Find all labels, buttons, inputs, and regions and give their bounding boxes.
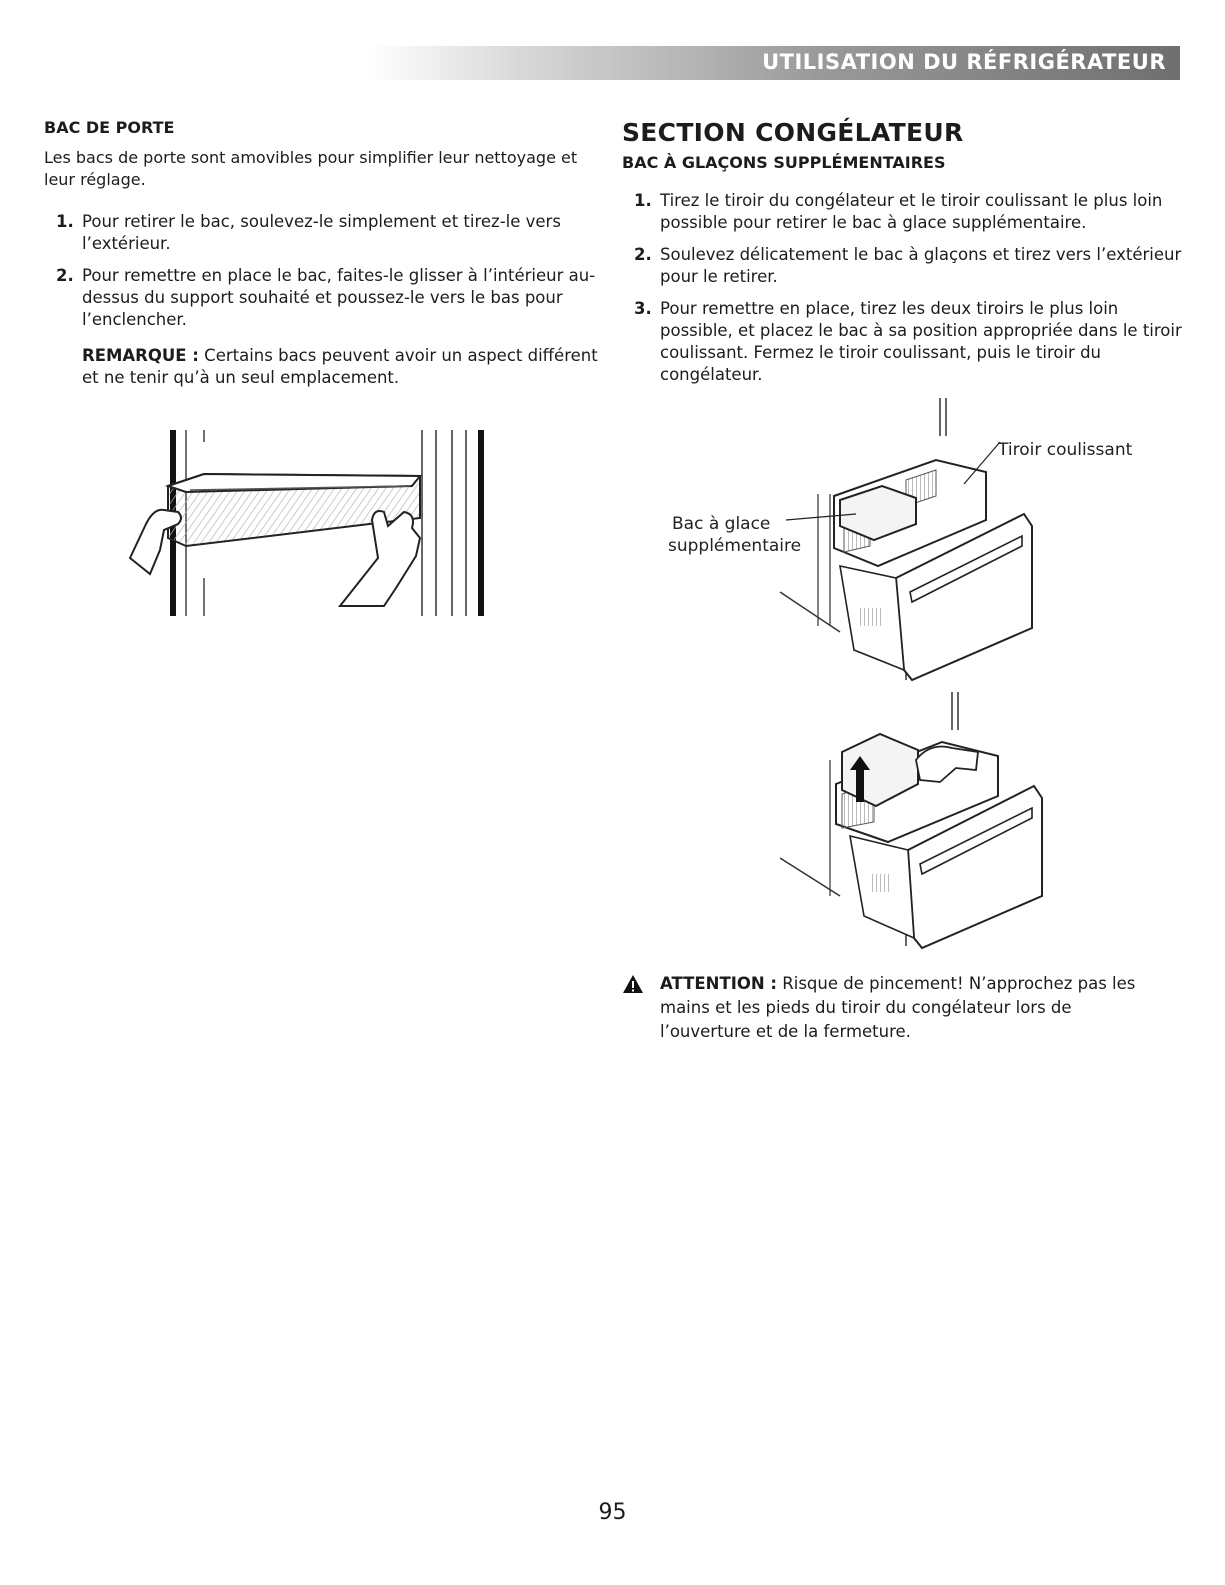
- right-column: [622, 118, 1182, 396]
- drawer-grill: [870, 874, 892, 892]
- attention-note: [622, 972, 1162, 1044]
- door-frame-right: [478, 430, 484, 616]
- door-bin-illustration: [120, 428, 510, 624]
- list-item: [622, 244, 1182, 288]
- ice-bin-heading: BAC À GLAÇONS SUPPLÉMENTAIRES: [622, 153, 946, 172]
- step-text: Pour remettre en place le bac, faites-le glisser à l’intérieur au-dessus du support souhaité et poussez-le vers le bas pour l’enclencher.: [82, 266, 596, 329]
- step-number: 3.: [634, 299, 652, 318]
- step-number: 2.: [56, 266, 74, 285]
- cabinet-line: [780, 858, 840, 896]
- door-bin-intro: Les bacs de porte sont amovibles pour simplifier leur nettoyage et leur réglage.: [44, 148, 578, 189]
- list-item: [622, 190, 1182, 234]
- attention-keyword: ATTENTION :: [660, 974, 778, 993]
- door-bin-steps: [44, 211, 604, 331]
- attention-text: Risque de pincement! N’approchez pas les mains et les pieds du tiroir du congélateur lors de l’ouverture et de la fermeture.: [660, 974, 1136, 1041]
- remark-note: [82, 345, 604, 389]
- lift-ice-bin-illustration: [780, 690, 1060, 952]
- left-column: [44, 118, 604, 389]
- list-item: [44, 265, 604, 331]
- header-bar: [370, 46, 1180, 80]
- step-number: 1.: [634, 191, 652, 210]
- step-text: Tirez le tiroir du congélateur et le tiroir coulissant le plus loin possible pour retirer le bac à glace supplémentaire.: [660, 191, 1163, 232]
- attention-body: [660, 972, 1162, 1044]
- page-number: 95: [598, 1500, 627, 1525]
- remark-keyword: REMARQUE :: [82, 346, 199, 365]
- step-text: Soulevez délicatement le bac à glaçons et tirez vers l’extérieur pour le retirer.: [660, 245, 1182, 286]
- section-title: SECTION CONGÉLATEUR: [622, 118, 964, 147]
- ice-bin-steps: [622, 190, 1182, 386]
- callout-extra-ice-bin-line1: Bac à glace: [672, 514, 771, 534]
- list-item: [622, 298, 1182, 386]
- drawer-grill: [858, 608, 882, 626]
- header-title: UTILISATION DU RÉFRIGÉRATEUR: [762, 50, 1166, 74]
- callout-extra-ice-bin-line2: supplémentaire: [668, 536, 802, 556]
- step-text: Pour remettre en place, tirez les deux tiroirs le plus loin possible, et placez le bac à sa position appropriée dans le tiroir coulissant. Fermez le tiroir coulissant, puis le tiroir du congélateur.: [660, 299, 1182, 384]
- warning-icon: [622, 974, 644, 994]
- cabinet-line: [780, 592, 840, 632]
- callout-sliding-drawer: Tiroir coulissant: [998, 440, 1133, 460]
- list-item: [44, 211, 604, 255]
- remark-text: Certains bacs peuvent avoir un aspect différent et ne tenir qu’à un seul emplacement.: [82, 346, 598, 387]
- step-number: 2.: [634, 245, 652, 264]
- step-text: Pour retirer le bac, soulevez-le simplement et tirez-le vers l’extérieur.: [82, 212, 561, 253]
- step-number: 1.: [56, 212, 74, 231]
- door-bin-heading: BAC DE PORTE: [44, 118, 175, 137]
